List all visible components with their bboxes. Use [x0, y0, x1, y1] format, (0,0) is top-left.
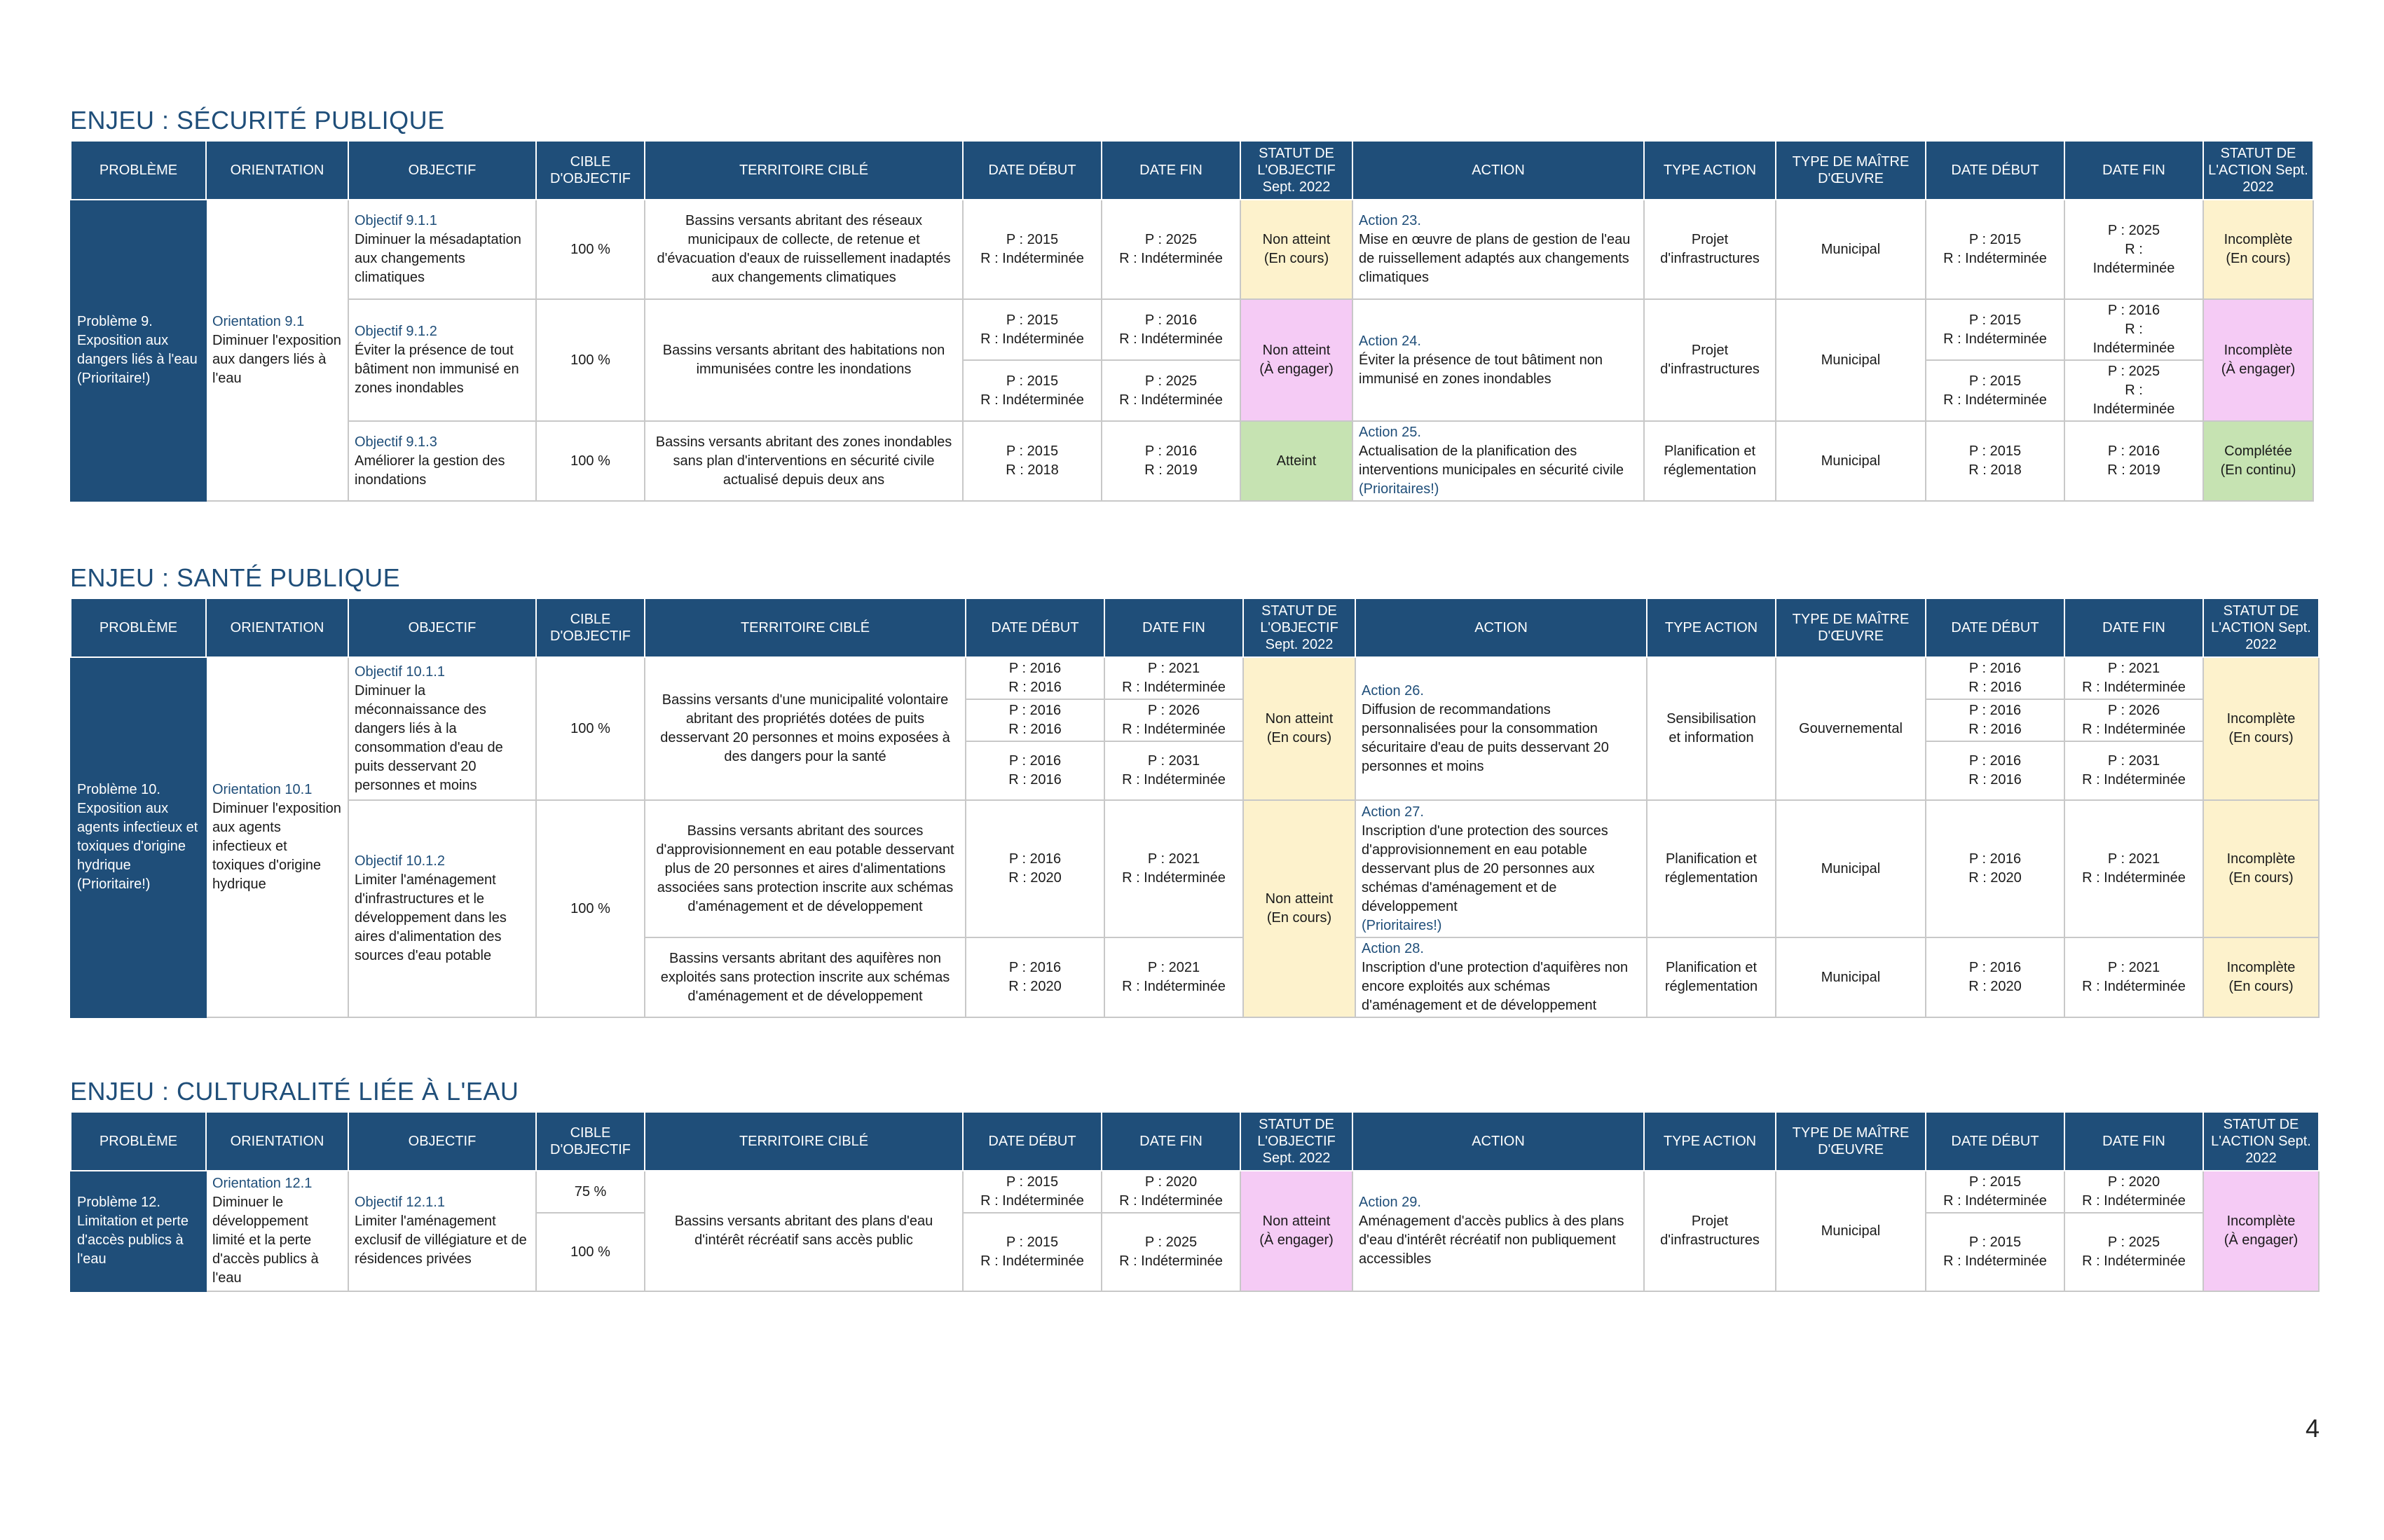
header-action-date-fin: DATE FIN	[2064, 598, 2203, 657]
date-fin-cell: P : 2025 R : Indéterminée	[1102, 1213, 1240, 1291]
statut-action-cell: Incomplète (À engager)	[2203, 299, 2313, 421]
type-action-cell: Planification et réglementation	[1647, 937, 1776, 1017]
maitre-oeuvre-cell: Municipal	[1776, 200, 1926, 299]
action-text: Actualisation de la planification des interventions municipales en sécurité civile	[1359, 444, 1624, 478]
action-cell	[1352, 200, 1644, 299]
statut-objectif-cell: Atteint	[1240, 421, 1352, 501]
action-text: Éviter la présence de tout bâtiment non immunisé en zones inondables	[1359, 352, 1603, 387]
header-objectif: OBJECTIF	[348, 141, 536, 200]
probleme-cell	[71, 1171, 206, 1291]
objectif-text: Améliorer la gestion des inondations	[355, 453, 505, 488]
action-date-debut-cell: P : 2016 R : 2016	[1926, 657, 2064, 699]
date-debut-cell: P : 2015 R : Indéterminée	[963, 1213, 1102, 1291]
header-type-action: TYPE ACTION	[1644, 1112, 1776, 1171]
objectif-text: Limiter l'aménagement d'infrastructures et le développement dans les aires d'alimentation des sources d'eau potable	[355, 872, 507, 963]
objectif-cell	[348, 800, 536, 1017]
header-action: ACTION	[1355, 598, 1647, 657]
header-date-debut: DATE DÉBUT	[963, 1112, 1102, 1171]
territoire-cell: Bassins versants abritant des aquifères non exploités sans protection inscrite aux schémas d'aménagement et de développement	[645, 937, 966, 1017]
header-cible: CIBLE D'OBJECTIF	[536, 598, 645, 657]
header-probleme: PROBLÈME	[71, 598, 206, 657]
header-objectif: OBJECTIF	[348, 598, 536, 657]
action-title: Action 27.	[1362, 804, 1424, 820]
probleme-text: Exposition aux agents infectieux et toxiques d'origine hydrique	[77, 801, 198, 873]
statut-action-cell: Incomplète (En cours)	[2203, 800, 2319, 937]
action-date-fin-cell: P : 2025 R : Indéterminée	[2064, 360, 2203, 421]
header-statut-action: STATUT DE L'ACTION Sept. 2022	[2203, 141, 2313, 200]
date-fin-cell: P : 2025 R : Indéterminée	[1102, 360, 1240, 421]
action-text: Aménagement d'accès publics à des plans d'eau d'intérêt récréatif non publiquement accessibles	[1359, 1214, 1624, 1267]
statut-action-cell: Incomplète (En cours)	[2203, 657, 2319, 800]
cible-cell: 75 %	[536, 1171, 645, 1213]
territoire-cell: Bassins versants abritant des plans d'eau d'intérêt récréatif sans accès public	[645, 1171, 963, 1291]
territoire-cell: Bassins versants abritant des sources d'approvisionnement en eau potable desservant plus de 20 personnes et aires d'alimentations associées sans protection inscrite aux schémas d'aménagement et de développement	[645, 800, 966, 937]
action-date-debut-cell: P : 2015 R : Indéterminée	[1926, 360, 2064, 421]
action-date-debut-cell: P : 2015 R : Indéterminée	[1926, 1171, 2064, 1213]
maitre-oeuvre-cell: Municipal	[1776, 937, 1926, 1017]
header-type-action: TYPE ACTION	[1644, 141, 1776, 200]
header-row	[71, 141, 2313, 200]
orientation-cell	[206, 657, 348, 1017]
table-row	[71, 421, 2313, 501]
table-row	[71, 1171, 2319, 1213]
objectif-cell	[348, 421, 536, 501]
header-territoire: TERRITOIRE CIBLÉ	[645, 1112, 963, 1171]
header-date-fin: DATE FIN	[1104, 598, 1243, 657]
objectif-title: Objectif 10.1.1	[355, 664, 445, 680]
action-tag: (Prioritaires!)	[1362, 917, 1442, 933]
header-territoire: TERRITOIRE CIBLÉ	[645, 141, 963, 200]
type-action-cell: Planification et réglementation	[1647, 800, 1776, 937]
action-date-debut-cell: P : 2015 R : 2018	[1926, 421, 2064, 501]
type-action-cell: Projet d'infrastructures	[1644, 299, 1776, 421]
probleme-text: Limitation et perte d'accès publics à l'eau	[77, 1214, 189, 1267]
date-fin-cell: P : 2016 R : 2019	[1102, 421, 1240, 501]
type-action-cell: Projet d'infrastructures	[1644, 200, 1776, 299]
statut-action-cell: Incomplète (En cours)	[2203, 200, 2313, 299]
objectif-cell	[348, 657, 536, 800]
header-action-date-debut: DATE DÉBUT	[1926, 598, 2064, 657]
action-cell	[1352, 421, 1644, 501]
action-date-fin-cell: P : 2021 R : Indéterminée	[2064, 657, 2203, 699]
action-date-fin-cell: P : 2016 R : Indéterminée	[2064, 299, 2203, 360]
action-date-debut-cell: P : 2016 R : 2020	[1926, 800, 2064, 937]
objectif-title: Objectif 9.1.2	[355, 324, 437, 339]
cible-cell: 100 %	[536, 800, 645, 1017]
objectif-text: Limiter l'aménagement exclusif de villégiature et de résidences privées	[355, 1214, 527, 1267]
date-debut-cell: P : 2015 R : Indéterminée	[963, 1171, 1102, 1213]
header-date-fin: DATE FIN	[1102, 141, 1240, 200]
header-objectif: OBJECTIF	[348, 1112, 536, 1171]
action-title: Action 26.	[1362, 682, 1424, 699]
date-fin-cell: P : 2026 R : Indéterminée	[1104, 699, 1243, 741]
action-date-fin-cell: P : 2025 R : Indéterminée	[2064, 200, 2203, 299]
action-date-debut-cell: P : 2015 R : Indéterminée	[1926, 200, 2064, 299]
objectif-text: Diminuer la méconnaissance des dangers liés à la consommation d'eau de puits desservant 20 personnes et moins	[355, 682, 503, 793]
header-statut-objectif: STATUT DE L'OBJECTIF Sept. 2022	[1243, 598, 1355, 657]
date-fin-cell: P : 2021 R : Indéterminée	[1104, 800, 1243, 937]
date-debut-cell: P : 2016 R : 2016	[966, 741, 1104, 800]
probleme-title: Problème 12.	[77, 1195, 160, 1210]
section-sante-publique	[70, 563, 2320, 1018]
maitre-oeuvre-cell: Municipal	[1776, 1171, 1926, 1291]
statut-action-cell: Incomplète (À engager)	[2203, 1171, 2319, 1291]
cible-cell: 100 %	[536, 299, 645, 421]
header-action: ACTION	[1352, 141, 1644, 200]
date-debut-cell: P : 2015 R : 2018	[963, 421, 1102, 501]
statut-objectif-cell: Non atteint (À engager)	[1240, 299, 1352, 421]
territoire-cell: Bassins versants abritant des zones inondables sans plan d'interventions en sécurité civile actualisé depuis deux ans	[645, 421, 963, 501]
header-orientation: ORIENTATION	[206, 598, 348, 657]
action-date-fin-cell: P : 2020 R : Indéterminée	[2064, 1171, 2203, 1213]
header-date-fin: DATE FIN	[1102, 1112, 1240, 1171]
statut-action-cell: Complétée (En continu)	[2203, 421, 2313, 501]
header-probleme: PROBLÈME	[71, 1112, 206, 1171]
objectif-title: Objectif 9.1.3	[355, 434, 437, 450]
action-tag: (Prioritaires!)	[1359, 481, 1439, 497]
header-date-debut: DATE DÉBUT	[963, 141, 1102, 200]
objectif-text: Diminuer la mésadaptation aux changements climatiques	[355, 232, 521, 285]
date-debut-cell: P : 2015 R : Indéterminée	[963, 200, 1102, 299]
header-cible: CIBLE D'OBJECTIF	[536, 1112, 645, 1171]
table-row	[71, 657, 2319, 699]
header-statut-action: STATUT DE L'ACTION Sept. 2022	[2203, 1112, 2319, 1171]
action-date-fin-cell: P : 2016 R : 2019	[2064, 421, 2203, 501]
header-date-debut: DATE DÉBUT	[966, 598, 1104, 657]
action-date-debut-cell: P : 2015 R : Indéterminée	[1926, 299, 2064, 360]
date-fin-cell: P : 2020 R : Indéterminée	[1102, 1171, 1240, 1213]
action-text: Mise en œuvre de plans de gestion de l'eau de ruissellement adaptés aux changements climatiques	[1359, 232, 1631, 285]
date-fin-cell: P : 2021 R : Indéterminée	[1104, 937, 1243, 1017]
action-title: Action 23.	[1359, 213, 1421, 228]
orientation-title: Orientation 9.1	[212, 314, 305, 329]
action-date-debut-cell: P : 2016 R : 2016	[1926, 741, 2064, 800]
objectif-title: Objectif 12.1.1	[355, 1195, 445, 1210]
type-action-cell: Sensibilisation et information	[1647, 657, 1776, 800]
action-date-fin-cell: P : 2021 R : Indéterminée	[2064, 937, 2203, 1017]
territoire-cell: Bassins versants abritant des habitations non immunisées contre les inondations	[645, 299, 963, 421]
section-securite-publique	[70, 105, 2314, 502]
header-action-date-fin: DATE FIN	[2064, 1112, 2203, 1171]
action-text: Inscription d'une protection d'aquifères non encore exploités aux schémas d'aménagement et de développement	[1362, 960, 1629, 1013]
statut-objectif-cell: Non atteint (En cours)	[1243, 800, 1355, 1017]
cible-cell: 100 %	[536, 657, 645, 800]
territoire-cell: Bassins versants d'une municipalité volontaire abritant des propriétés dotées de puits desservant 20 personnes et moins exposées à des dangers pour la santé	[645, 657, 966, 800]
table-row	[71, 200, 2313, 299]
date-debut-cell: P : 2016 R : 2016	[966, 699, 1104, 741]
probleme-title: Problème 10.	[77, 782, 160, 797]
cible-cell: 100 %	[536, 1213, 645, 1291]
probleme-title: Problème 9.	[77, 314, 153, 329]
statut-objectif-cell: Non atteint (En cours)	[1243, 657, 1355, 800]
objectif-title: Objectif 10.1.2	[355, 853, 445, 869]
cible-cell: 100 %	[536, 200, 645, 299]
enjeu-title: ENJEU : CULTURALITÉ LIÉE À L'EAU	[70, 1077, 519, 1106]
action-title: Action 28.	[1362, 941, 1424, 956]
type-action-cell: Planification et réglementation	[1644, 421, 1776, 501]
header-action: ACTION	[1352, 1112, 1644, 1171]
maitre-oeuvre-cell: Municipal	[1776, 299, 1926, 421]
date-debut-cell: P : 2016 R : 2020	[966, 937, 1104, 1017]
date-fin-cell: P : 2016 R : Indéterminée	[1102, 299, 1240, 360]
action-title: Action 29.	[1359, 1195, 1421, 1210]
header-maitre-oeuvre: TYPE DE MAÎTRE D'ŒUVRE	[1776, 141, 1926, 200]
action-title: Action 24.	[1359, 333, 1421, 349]
page-number: 4	[2306, 1414, 2320, 1443]
action-date-fin-cell: P : 2026 R : Indéterminée	[2064, 699, 2203, 741]
header-action-date-debut: DATE DÉBUT	[1926, 141, 2064, 200]
section-culturalite	[70, 1076, 2320, 1292]
header-row	[71, 1112, 2319, 1171]
orientation-title: Orientation 10.1	[212, 782, 313, 797]
date-debut-cell: P : 2016 R : 2020	[966, 800, 1104, 937]
header-probleme: PROBLÈME	[71, 141, 206, 200]
header-action-date-debut: DATE DÉBUT	[1926, 1112, 2064, 1171]
header-cible: CIBLE D'OBJECTIF	[536, 141, 645, 200]
action-cell	[1355, 657, 1647, 800]
enjeu-title: ENJEU : SANTÉ PUBLIQUE	[70, 563, 401, 592]
probleme-cell	[71, 657, 206, 1017]
action-cell	[1355, 800, 1647, 937]
header-action-date-fin: DATE FIN	[2064, 141, 2203, 200]
table-culturalite	[70, 1111, 2320, 1292]
action-date-debut-cell: P : 2015 R : Indéterminée	[1926, 1213, 2064, 1291]
cible-cell: 100 %	[536, 421, 645, 501]
action-date-debut-cell: P : 2016 R : 2020	[1926, 937, 2064, 1017]
date-fin-cell: P : 2025 R : Indéterminée	[1102, 200, 1240, 299]
action-date-fin-cell: P : 2031 R : Indéterminée	[2064, 741, 2203, 800]
header-statut-action: STATUT DE L'ACTION Sept. 2022	[2203, 598, 2319, 657]
header-statut-objectif: STATUT DE L'OBJECTIF Sept. 2022	[1240, 141, 1352, 200]
header-orientation: ORIENTATION	[206, 1112, 348, 1171]
orientation-cell	[206, 200, 348, 501]
orientation-cell	[206, 1171, 348, 1291]
action-date-debut-cell: P : 2016 R : 2016	[1926, 699, 2064, 741]
date-fin-cell: P : 2031 R : Indéterminée	[1104, 741, 1243, 800]
table-row	[71, 299, 2313, 360]
action-cell	[1355, 937, 1647, 1017]
objectif-title: Objectif 9.1.1	[355, 213, 437, 228]
action-date-fin-cell: P : 2025 R : Indéterminée	[2064, 1213, 2203, 1291]
date-debut-cell: P : 2016 R : 2016	[966, 657, 1104, 699]
probleme-text: Exposition aux dangers liés à l'eau	[77, 333, 198, 367]
action-title: Action 25.	[1359, 425, 1421, 440]
header-orientation: ORIENTATION	[206, 141, 348, 200]
statut-objectif-cell: Non atteint (À engager)	[1240, 1171, 1352, 1291]
action-cell	[1352, 299, 1644, 421]
objectif-text: Éviter la présence de tout bâtiment non immunisé en zones inondables	[355, 343, 519, 396]
enjeu-title: ENJEU : SÉCURITÉ PUBLIQUE	[70, 106, 445, 135]
action-date-fin-cell: P : 2021 R : Indéterminée	[2064, 800, 2203, 937]
date-debut-cell: P : 2015 R : Indéterminée	[963, 360, 1102, 421]
territoire-cell: Bassins versants abritant des réseaux municipaux de collecte, de retenue et d'évacuation d'eaux de ruissellement inadaptés aux changements climatiques	[645, 200, 963, 299]
table-row	[71, 800, 2319, 937]
statut-objectif-cell: Non atteint (En cours)	[1240, 200, 1352, 299]
objectif-cell	[348, 200, 536, 299]
table-securite-publique	[70, 140, 2314, 502]
maitre-oeuvre-cell: Gouvernemental	[1776, 657, 1926, 800]
table-sante-publique	[70, 598, 2320, 1018]
type-action-cell: Projet d'infrastructures	[1644, 1171, 1776, 1291]
header-maitre-oeuvre: TYPE DE MAÎTRE D'ŒUVRE	[1776, 598, 1926, 657]
action-text: Diffusion de recommandations personnalisées pour la consommation sécuritaire d'eau de puits desservant 20 personnes et moins	[1362, 701, 1609, 774]
probleme-tag: (Prioritaire!)	[77, 371, 151, 386]
orientation-text: Diminuer l'exposition aux dangers liés à l'eau	[212, 333, 341, 386]
header-maitre-oeuvre: TYPE DE MAÎTRE D'ŒUVRE	[1776, 1112, 1926, 1171]
maitre-oeuvre-cell: Municipal	[1776, 421, 1926, 501]
action-cell	[1352, 1171, 1644, 1291]
date-debut-cell: P : 2015 R : Indéterminée	[963, 299, 1102, 360]
header-type-action: TYPE ACTION	[1647, 598, 1776, 657]
date-fin-cell: P : 2021 R : Indéterminée	[1104, 657, 1243, 699]
orientation-text: Diminuer l'exposition aux agents infectieux et toxiques d'origine hydrique	[212, 801, 341, 892]
objectif-cell	[348, 299, 536, 421]
objectif-cell	[348, 1171, 536, 1291]
action-text: Inscription d'une protection des sources d'approvisionnement en eau potable desservant plus de 20 personnes aux schémas d'aménagement et de développement	[1362, 823, 1608, 914]
header-row	[71, 598, 2319, 657]
orientation-title: Orientation 12.1	[212, 1176, 313, 1191]
header-statut-objectif: STATUT DE L'OBJECTIF Sept. 2022	[1240, 1112, 1352, 1171]
header-territoire: TERRITOIRE CIBLÉ	[645, 598, 966, 657]
maitre-oeuvre-cell: Municipal	[1776, 800, 1926, 937]
orientation-text: Diminuer le développement limité et la perte d'accès publics à l'eau	[212, 1195, 319, 1286]
probleme-tag: (Prioritaire!)	[77, 876, 151, 892]
probleme-cell	[71, 200, 206, 501]
statut-action-cell: Incomplète (En cours)	[2203, 937, 2319, 1017]
